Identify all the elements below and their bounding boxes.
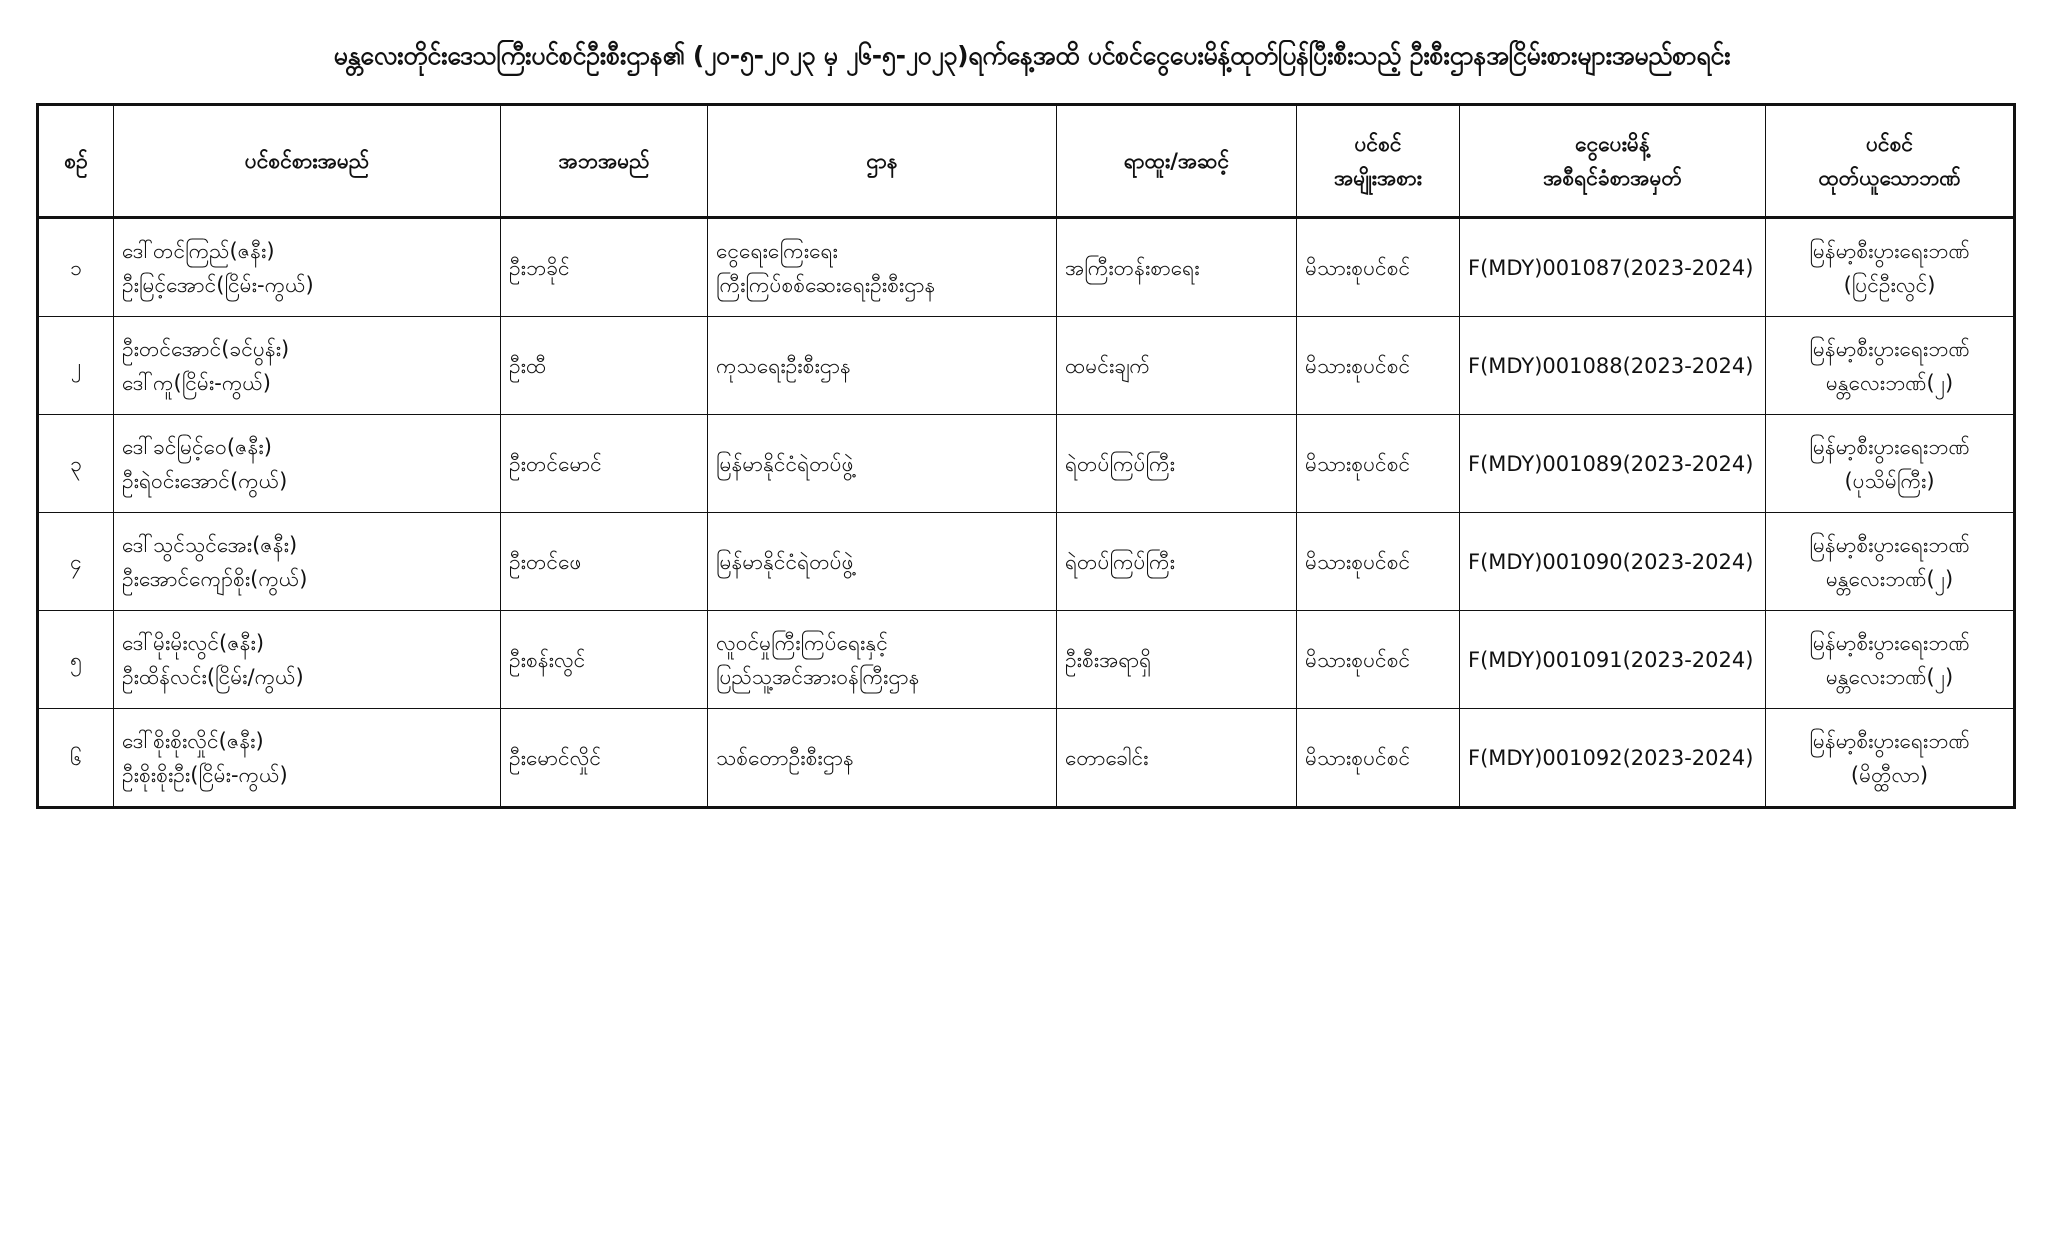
- serial-no-cell: ၆: [38, 709, 114, 808]
- table-row: [38, 709, 2015, 808]
- pensioner-name-cell-line: ဦးမြင့်အောင်(ငြိမ်း-ကွယ်): [122, 272, 314, 297]
- header-pension-type-line: ပင်စင်: [1354, 132, 1402, 156]
- serial-no-cell: ၁: [38, 218, 114, 317]
- department-cell: [708, 218, 1057, 317]
- bank-cell: [1766, 415, 2015, 513]
- header-pensioner-name: [114, 105, 501, 218]
- pensioner-name-cell: [114, 709, 501, 808]
- header-department: [708, 105, 1057, 218]
- bank-cell-line: မန္တလေးဘဏ်(၂): [1825, 370, 1954, 395]
- rank-cell: ရဲတပ်ကြပ်ကြီး: [1057, 415, 1297, 513]
- bank-cell: [1766, 611, 2015, 709]
- bank-cell-line: မြန်မာ့စီးပွားရေးဘဏ်: [1809, 532, 1970, 557]
- rank-cell: ရဲတပ်ကြပ်ကြီး: [1057, 513, 1297, 611]
- header-serial-no: [38, 105, 114, 218]
- pensioner-name-cell-line: ဒေါ်ကူ(ငြိမ်း-ကွယ်): [122, 370, 271, 395]
- table-row: [38, 415, 2015, 513]
- header-bank-line: ပင်စင်: [1865, 132, 1914, 156]
- department-cell: [708, 317, 1057, 415]
- father-name-cell: ဦးတင်ဖေ: [501, 513, 708, 611]
- header-report-number-line: အစီရင်ခံစာအမှတ်: [1543, 166, 1682, 190]
- report-number-cell: F(MDY)001091(2023-2024): [1460, 611, 1766, 709]
- bank-cell-line: မြန်မာ့စီးပွားရေးဘဏ်: [1809, 434, 1970, 459]
- header-serial-no-line: စဉ်: [64, 149, 88, 173]
- header-rank-line: ရာထူး/အဆင့်: [1123, 149, 1230, 173]
- father-name-cell: ဦးဘခိုင်: [501, 218, 708, 317]
- rank-cell: အကြီးတန်းစာရေး: [1057, 218, 1297, 317]
- department-cell-line: ပြည်သူ့အင်အားဝန်ကြီးဌာန: [716, 664, 920, 689]
- pensioners-table: [36, 103, 2016, 809]
- pensioner-name-cell-line: ဒေါ်သွင်သွင်အေး(ဇနီး): [122, 532, 298, 557]
- pensioner-name-cell: [114, 218, 501, 317]
- header-father-name: [501, 105, 708, 218]
- rank-cell: ထမင်းချက်: [1057, 317, 1297, 415]
- header-bank: [1766, 105, 2015, 218]
- bank-cell: [1766, 218, 2015, 317]
- pensioner-name-cell-line: ဒေါ်တင်ကြည်(ဇနီး): [122, 238, 275, 263]
- document-title: မန္တလေးတိုင်းဒေသကြီးပင်စင်ဦးစီးဌာန၏ (၂၀-၅-၂၀၂၃ မှ ၂၆-၅-၂၀၂၃)ရက်နေ့အထိ ပင်စင်ငွေပေးမိန့်ထုတ်ပြန်ပြီးစီးသည့် ဦးစီးဌာနအငြိမ်းစားများအမည်စာရင်း: [333, 41, 1731, 70]
- bank-cell-line: မြန်မာ့စီးပွားရေးဘဏ်: [1809, 238, 1970, 263]
- pensioner-name-cell-line: ဒေါ်စိုးစိုးလှိုင်(ဇနီး): [122, 728, 264, 753]
- bank-cell-line: (ပုသိမ်ကြီး): [1844, 468, 1935, 493]
- bank-cell-line: မန္တလေးဘဏ်(၂): [1825, 664, 1954, 689]
- rank-cell: ဦးစီးအရာရှိ: [1057, 611, 1297, 709]
- bank-cell-line: (ပြင်ဦးလွင်): [1843, 272, 1936, 297]
- serial-no-cell: ၂: [38, 317, 114, 415]
- pension-type-cell: မိသားစုပင်စင်: [1297, 709, 1460, 808]
- bank-cell-line: မြန်မာ့စီးပွားရေးဘဏ်: [1809, 728, 1970, 753]
- department-cell: [708, 415, 1057, 513]
- pensioner-name-cell-line: ဦးရဲဝင်းအောင်(ကွယ်): [122, 468, 288, 493]
- father-name-cell: ဦးထီ: [501, 317, 708, 415]
- header-department-line: ဌာန: [866, 149, 898, 173]
- father-name-cell: ဦးမောင်လှိုင်: [501, 709, 708, 808]
- table-row: [38, 218, 2015, 317]
- pensioner-name-cell-line: ဦးထိန်လင်း(ငြိမ်း/ကွယ်): [122, 664, 304, 689]
- pension-type-cell: မိသားစုပင်စင်: [1297, 218, 1460, 317]
- department-cell: [708, 513, 1057, 611]
- report-number-cell: F(MDY)001088(2023-2024): [1460, 317, 1766, 415]
- serial-no-cell: ၅: [38, 611, 114, 709]
- department-cell: [708, 709, 1057, 808]
- header-pension-type: [1297, 105, 1460, 218]
- header-rank: [1057, 105, 1297, 218]
- pensioner-name-cell-line: ဦးစိုးစိုးဦး(ငြိမ်း-ကွယ်): [122, 762, 288, 787]
- department-cell: [708, 611, 1057, 709]
- header-pension-type-line: အမျိုးအစား: [1334, 166, 1422, 190]
- pension-type-cell: မိသားစုပင်စင်: [1297, 415, 1460, 513]
- report-number-cell: F(MDY)001092(2023-2024): [1460, 709, 1766, 808]
- department-cell-line: ကြီးကြပ်စစ်ဆေးရေးဦးစီးဌာန: [716, 272, 936, 297]
- pensioner-name-cell-line: ဒေါ်ခင်မြင့်ဝေ(ဇနီး): [122, 434, 272, 459]
- bank-cell: [1766, 317, 2015, 415]
- pensioner-name-cell: [114, 415, 501, 513]
- report-number-cell: F(MDY)001089(2023-2024): [1460, 415, 1766, 513]
- bank-cell: [1766, 513, 2015, 611]
- pension-type-cell: မိသားစုပင်စင်: [1297, 513, 1460, 611]
- department-cell-line: ကုသရေးဦးစီးဌာန: [716, 353, 851, 378]
- table-row: [38, 611, 2015, 709]
- pensioner-name-cell-line: ဒေါ်မိုးမိုးလွင်(ဇနီး): [122, 630, 265, 655]
- rank-cell: တောခေါင်း: [1057, 709, 1297, 808]
- table-row: [38, 513, 2015, 611]
- header-bank-line: ထုတ်ယူသောဘဏ်: [1818, 166, 1961, 190]
- pensioner-name-cell: [114, 317, 501, 415]
- header-report-number: [1460, 105, 1766, 218]
- bank-cell-line: မန္တလေးဘဏ်(၂): [1825, 566, 1954, 591]
- department-cell-line: မြန်မာနိုင်ငံရဲတပ်ဖွဲ့: [716, 451, 854, 476]
- pensioner-name-cell-line: ဦးအောင်ကျော်စိုး(ကွယ်): [122, 566, 308, 591]
- department-cell-line: ငွေရေးကြေးရေး: [716, 238, 838, 263]
- department-cell-line: မြန်မာနိုင်ငံရဲတပ်ဖွဲ့: [716, 549, 854, 574]
- header-pensioner-name-line: ပင်စင်စားအမည်: [244, 149, 370, 173]
- bank-cell: [1766, 709, 2015, 808]
- bank-cell-line: (မိတ္ထီလာ): [1850, 762, 1929, 787]
- header-father-name-line: အဘအမည်: [558, 149, 650, 173]
- serial-no-cell: ၄: [38, 513, 114, 611]
- header-row: [38, 105, 2015, 218]
- department-cell-line: လူဝင်မှုကြီးကြပ်ရေးနှင့်: [716, 630, 888, 655]
- table-body: [38, 218, 2015, 808]
- father-name-cell: ဦးတင်မောင်: [501, 415, 708, 513]
- pensioner-name-cell: [114, 611, 501, 709]
- pensioner-name-cell: [114, 513, 501, 611]
- header-report-number-line: ငွေပေးမိန့်: [1575, 132, 1650, 156]
- report-number-cell: F(MDY)001090(2023-2024): [1460, 513, 1766, 611]
- pension-type-cell: မိသားစုပင်စင်: [1297, 317, 1460, 415]
- bank-cell-line: မြန်မာ့စီးပွားရေးဘဏ်: [1809, 336, 1970, 361]
- pension-type-cell: မိသားစုပင်စင်: [1297, 611, 1460, 709]
- table-row: [38, 317, 2015, 415]
- department-cell-line: သစ်တောဦးစီးဌာန: [716, 745, 854, 770]
- pensioner-name-cell-line: ဦးတင်အောင်(ခင်ပွန်း): [122, 336, 290, 361]
- serial-no-cell: ၃: [38, 415, 114, 513]
- father-name-cell: ဦးစန်းလွင်: [501, 611, 708, 709]
- report-number-cell: F(MDY)001087(2023-2024): [1460, 218, 1766, 317]
- table-header: [38, 105, 2015, 218]
- bank-cell-line: မြန်မာ့စီးပွားရေးဘဏ်: [1809, 630, 1970, 655]
